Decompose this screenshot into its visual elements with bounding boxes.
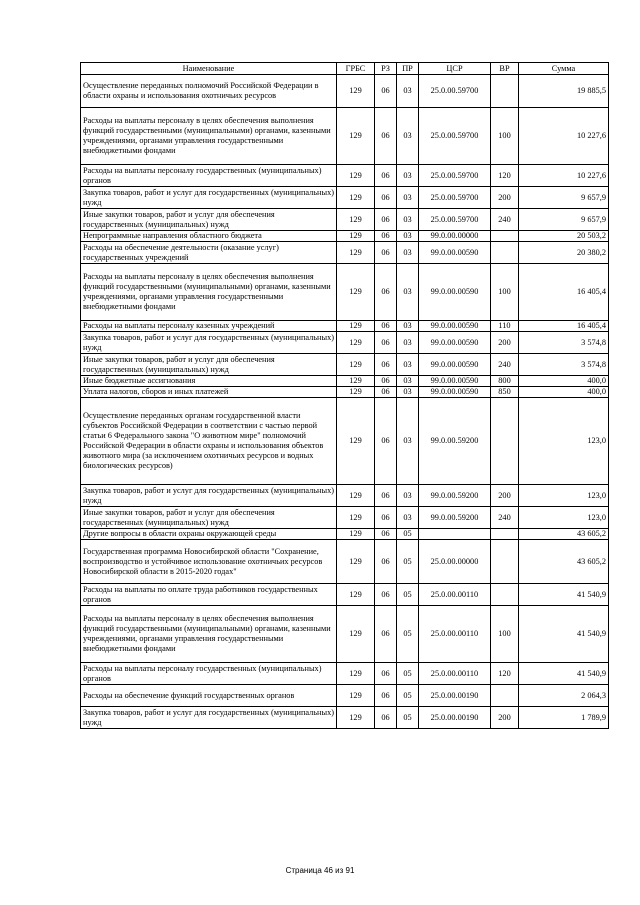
header-grbs: ГРБС bbox=[337, 63, 375, 75]
cell-vr bbox=[491, 75, 519, 108]
cell-vr: 200 bbox=[491, 187, 519, 209]
cell-csr: 99.0.00.00590 bbox=[419, 321, 491, 332]
cell-rz: 06 bbox=[375, 165, 397, 187]
cell-pr: 05 bbox=[397, 529, 419, 540]
table-row bbox=[81, 108, 609, 165]
cell-name: Расходы на выплаты персоналу казенных учреждений bbox=[81, 321, 337, 332]
cell-vr: 850 bbox=[491, 387, 519, 398]
table-header-row bbox=[81, 63, 609, 75]
cell-rz: 06 bbox=[375, 209, 397, 231]
cell-rz: 06 bbox=[375, 264, 397, 321]
cell-sum: 10 227,6 bbox=[519, 165, 609, 187]
cell-grbs: 129 bbox=[337, 242, 375, 264]
table-row bbox=[81, 354, 609, 376]
cell-vr bbox=[491, 584, 519, 606]
cell-sum: 123,0 bbox=[519, 485, 609, 507]
cell-grbs: 129 bbox=[337, 663, 375, 685]
cell-rz: 06 bbox=[375, 507, 397, 529]
cell-pr: 05 bbox=[397, 584, 419, 606]
cell-name: Осуществление переданных полномочий Российской Федерации в области охраны и использования охотничьих ресурсов bbox=[81, 75, 337, 108]
table-row bbox=[81, 584, 609, 606]
cell-grbs: 129 bbox=[337, 606, 375, 663]
cell-sum: 20 380,2 bbox=[519, 242, 609, 264]
table-row bbox=[81, 540, 609, 584]
cell-rz: 06 bbox=[375, 707, 397, 729]
cell-rz: 06 bbox=[375, 332, 397, 354]
cell-sum: 3 574,8 bbox=[519, 354, 609, 376]
cell-sum: 16 405,4 bbox=[519, 264, 609, 321]
cell-pr: 03 bbox=[397, 187, 419, 209]
cell-vr: 120 bbox=[491, 663, 519, 685]
cell-sum: 1 789,9 bbox=[519, 707, 609, 729]
cell-grbs: 129 bbox=[337, 529, 375, 540]
header-sum: Сумма bbox=[519, 63, 609, 75]
cell-pr: 03 bbox=[397, 321, 419, 332]
cell-sum: 41 540,9 bbox=[519, 606, 609, 663]
table-row bbox=[81, 321, 609, 332]
cell-csr bbox=[419, 529, 491, 540]
cell-csr: 99.0.00.00590 bbox=[419, 387, 491, 398]
cell-grbs: 129 bbox=[337, 376, 375, 387]
cell-sum: 16 405,4 bbox=[519, 321, 609, 332]
cell-sum: 19 885,5 bbox=[519, 75, 609, 108]
cell-csr: 25.0.00.59700 bbox=[419, 75, 491, 108]
cell-name: Иные закупки товаров, работ и услуг для обеспечения государственных (муниципальных) нужд bbox=[81, 354, 337, 376]
cell-vr: 240 bbox=[491, 209, 519, 231]
table-row bbox=[81, 529, 609, 540]
cell-pr: 03 bbox=[397, 376, 419, 387]
cell-sum: 3 574,8 bbox=[519, 332, 609, 354]
cell-csr: 99.0.00.00590 bbox=[419, 264, 491, 321]
cell-csr: 25.0.00.00110 bbox=[419, 663, 491, 685]
header-rz: РЗ bbox=[375, 63, 397, 75]
cell-csr: 25.0.00.00190 bbox=[419, 707, 491, 729]
cell-csr: 99.0.00.00590 bbox=[419, 376, 491, 387]
table-row bbox=[81, 187, 609, 209]
cell-vr: 100 bbox=[491, 264, 519, 321]
cell-sum: 41 540,9 bbox=[519, 584, 609, 606]
cell-grbs: 129 bbox=[337, 354, 375, 376]
cell-vr: 240 bbox=[491, 507, 519, 529]
cell-name: Непрограммные направления областного бюджета bbox=[81, 231, 337, 242]
table-row bbox=[81, 606, 609, 663]
cell-sum: 43 605,2 bbox=[519, 529, 609, 540]
cell-grbs: 129 bbox=[337, 485, 375, 507]
cell-name: Расходы на выплаты персоналу государственных (муниципальных) органов bbox=[81, 663, 337, 685]
cell-rz: 06 bbox=[375, 540, 397, 584]
cell-grbs: 129 bbox=[337, 321, 375, 332]
cell-vr bbox=[491, 231, 519, 242]
cell-pr: 03 bbox=[397, 108, 419, 165]
cell-sum: 2 064,3 bbox=[519, 685, 609, 707]
cell-grbs: 129 bbox=[337, 209, 375, 231]
cell-name: Иные закупки товаров, работ и услуг для обеспечения государственных (муниципальных) нужд bbox=[81, 507, 337, 529]
cell-csr: 25.0.00.59700 bbox=[419, 209, 491, 231]
cell-sum: 20 503,2 bbox=[519, 231, 609, 242]
cell-rz: 06 bbox=[375, 387, 397, 398]
cell-sum: 400,0 bbox=[519, 387, 609, 398]
table-row bbox=[81, 332, 609, 354]
cell-vr bbox=[491, 685, 519, 707]
cell-name: Расходы на выплаты персоналу государственных (муниципальных) органов bbox=[81, 165, 337, 187]
cell-csr: 25.0.00.59700 bbox=[419, 187, 491, 209]
table-row bbox=[81, 376, 609, 387]
cell-grbs: 129 bbox=[337, 507, 375, 529]
cell-rz: 06 bbox=[375, 663, 397, 685]
cell-csr: 99.0.00.59200 bbox=[419, 507, 491, 529]
cell-grbs: 129 bbox=[337, 540, 375, 584]
cell-sum: 400,0 bbox=[519, 376, 609, 387]
cell-vr: 200 bbox=[491, 707, 519, 729]
table-row bbox=[81, 165, 609, 187]
cell-grbs: 129 bbox=[337, 108, 375, 165]
cell-pr: 03 bbox=[397, 242, 419, 264]
cell-name: Расходы на выплаты персоналу в целях обеспечения выполнения функций государственными (муниципальными) органами, казенными учреждениями, органами управления государственными внебюджетными фондами bbox=[81, 606, 337, 663]
cell-pr: 03 bbox=[397, 332, 419, 354]
cell-sum: 123,0 bbox=[519, 507, 609, 529]
cell-name: Осуществление переданных органам государственной власти субъектов Российской Федерации в соответствии с частью первой статьи 6 Федерального закона "О животном мире" полномочий Российской Федерации в области охраны и использования объектов животного мира (за исключением охотничьих ресурсов и водных биологических ресурсов) bbox=[81, 398, 337, 485]
table-row bbox=[81, 75, 609, 108]
cell-grbs: 129 bbox=[337, 584, 375, 606]
cell-pr: 05 bbox=[397, 606, 419, 663]
header-name: Наименование bbox=[81, 63, 337, 75]
cell-vr: 800 bbox=[491, 376, 519, 387]
table-row bbox=[81, 264, 609, 321]
table-row bbox=[81, 231, 609, 242]
cell-rz: 06 bbox=[375, 108, 397, 165]
cell-vr bbox=[491, 398, 519, 485]
cell-pr: 03 bbox=[397, 387, 419, 398]
table-row bbox=[81, 707, 609, 729]
cell-rz: 06 bbox=[375, 685, 397, 707]
cell-rz: 06 bbox=[375, 584, 397, 606]
cell-pr: 03 bbox=[397, 485, 419, 507]
cell-csr: 99.0.00.00590 bbox=[419, 332, 491, 354]
cell-sum: 10 227,6 bbox=[519, 108, 609, 165]
cell-grbs: 129 bbox=[337, 332, 375, 354]
cell-pr: 03 bbox=[397, 209, 419, 231]
cell-rz: 06 bbox=[375, 75, 397, 108]
cell-sum: 43 605,2 bbox=[519, 540, 609, 584]
cell-pr: 05 bbox=[397, 685, 419, 707]
table-row bbox=[81, 685, 609, 707]
cell-grbs: 129 bbox=[337, 707, 375, 729]
cell-name: Закупка товаров, работ и услуг для государственных (муниципальных) нужд bbox=[81, 707, 337, 729]
cell-pr: 03 bbox=[397, 398, 419, 485]
cell-grbs: 129 bbox=[337, 75, 375, 108]
cell-rz: 06 bbox=[375, 376, 397, 387]
table-row bbox=[81, 209, 609, 231]
cell-csr: 25.0.00.59700 bbox=[419, 165, 491, 187]
cell-vr: 200 bbox=[491, 332, 519, 354]
cell-vr: 240 bbox=[491, 354, 519, 376]
cell-grbs: 129 bbox=[337, 187, 375, 209]
cell-pr: 03 bbox=[397, 264, 419, 321]
cell-rz: 06 bbox=[375, 485, 397, 507]
cell-name: Другие вопросы в области охраны окружающей среды bbox=[81, 529, 337, 540]
cell-pr: 05 bbox=[397, 540, 419, 584]
cell-csr: 25.0.00.59700 bbox=[419, 108, 491, 165]
cell-grbs: 129 bbox=[337, 231, 375, 242]
cell-sum: 123,0 bbox=[519, 398, 609, 485]
cell-name: Расходы на выплаты персоналу в целях обеспечения выполнения функций государственными (муниципальными) органами, казенными учреждениями, органами управления государственными внебюджетными фондами bbox=[81, 108, 337, 165]
cell-pr: 03 bbox=[397, 165, 419, 187]
cell-name: Расходы на обеспечение деятельности (оказание услуг) государственных учреждений bbox=[81, 242, 337, 264]
budget-table bbox=[80, 62, 609, 729]
cell-rz: 06 bbox=[375, 321, 397, 332]
cell-rz: 06 bbox=[375, 187, 397, 209]
cell-sum: 41 540,9 bbox=[519, 663, 609, 685]
cell-name: Расходы на выплаты по оплате труда работников государственных органов bbox=[81, 584, 337, 606]
cell-name: Иные бюджетные ассигнования bbox=[81, 376, 337, 387]
cell-vr: 100 bbox=[491, 606, 519, 663]
cell-csr: 99.0.00.59200 bbox=[419, 485, 491, 507]
cell-grbs: 129 bbox=[337, 685, 375, 707]
cell-rz: 06 bbox=[375, 242, 397, 264]
cell-rz: 06 bbox=[375, 231, 397, 242]
cell-pr: 05 bbox=[397, 663, 419, 685]
cell-vr: 110 bbox=[491, 321, 519, 332]
header-vr: ВР bbox=[491, 63, 519, 75]
page-number: Страница 46 из 91 bbox=[285, 866, 355, 875]
table-row bbox=[81, 663, 609, 685]
cell-csr: 25.0.00.00110 bbox=[419, 606, 491, 663]
cell-name: Закупка товаров, работ и услуг для государственных (муниципальных) нужд bbox=[81, 332, 337, 354]
cell-csr: 25.0.00.00110 bbox=[419, 584, 491, 606]
cell-name: Иные закупки товаров, работ и услуг для обеспечения государственных (муниципальных) нужд bbox=[81, 209, 337, 231]
table-row bbox=[81, 387, 609, 398]
cell-pr: 03 bbox=[397, 231, 419, 242]
table-row bbox=[81, 507, 609, 529]
cell-rz: 06 bbox=[375, 354, 397, 376]
cell-vr: 200 bbox=[491, 485, 519, 507]
cell-name: Закупка товаров, работ и услуг для государственных (муниципальных) нужд bbox=[81, 485, 337, 507]
cell-name: Расходы на выплаты персоналу в целях обеспечения выполнения функций государственными (муниципальными) органами, казенными учреждениями, органами управления государственными внебюджетными фондами bbox=[81, 264, 337, 321]
cell-csr: 99.0.00.00000 bbox=[419, 231, 491, 242]
cell-vr: 100 bbox=[491, 108, 519, 165]
table-row bbox=[81, 485, 609, 507]
cell-rz: 06 bbox=[375, 398, 397, 485]
table-row bbox=[81, 242, 609, 264]
cell-vr bbox=[491, 540, 519, 584]
cell-grbs: 129 bbox=[337, 264, 375, 321]
cell-pr: 03 bbox=[397, 354, 419, 376]
header-csr: ЦСР bbox=[419, 63, 491, 75]
cell-name: Закупка товаров, работ и услуг для государственных (муниципальных) нужд bbox=[81, 187, 337, 209]
cell-rz: 06 bbox=[375, 529, 397, 540]
cell-grbs: 129 bbox=[337, 387, 375, 398]
cell-csr: 25.0.00.00000 bbox=[419, 540, 491, 584]
cell-name: Государственная программа Новосибирской области "Сохранение, воспроизводство и устойчивое использование охотничьих ресурсов Новосибирской области в 2015-2020 годах" bbox=[81, 540, 337, 584]
cell-csr: 25.0.00.00190 bbox=[419, 685, 491, 707]
cell-sum: 9 657,9 bbox=[519, 187, 609, 209]
cell-pr: 03 bbox=[397, 75, 419, 108]
table-row bbox=[81, 398, 609, 485]
cell-pr: 05 bbox=[397, 707, 419, 729]
cell-csr: 99.0.00.59200 bbox=[419, 398, 491, 485]
cell-csr: 99.0.00.00590 bbox=[419, 354, 491, 376]
header-pr: ПР bbox=[397, 63, 419, 75]
cell-name: Уплата налогов, сборов и иных платежей bbox=[81, 387, 337, 398]
cell-name: Расходы на обеспечение функций государственных органов bbox=[81, 685, 337, 707]
cell-vr bbox=[491, 529, 519, 540]
cell-csr: 99.0.00.00590 bbox=[419, 242, 491, 264]
cell-grbs: 129 bbox=[337, 398, 375, 485]
cell-vr: 120 bbox=[491, 165, 519, 187]
cell-grbs: 129 bbox=[337, 165, 375, 187]
cell-rz: 06 bbox=[375, 606, 397, 663]
cell-sum: 9 657,9 bbox=[519, 209, 609, 231]
cell-pr: 03 bbox=[397, 507, 419, 529]
cell-vr bbox=[491, 242, 519, 264]
